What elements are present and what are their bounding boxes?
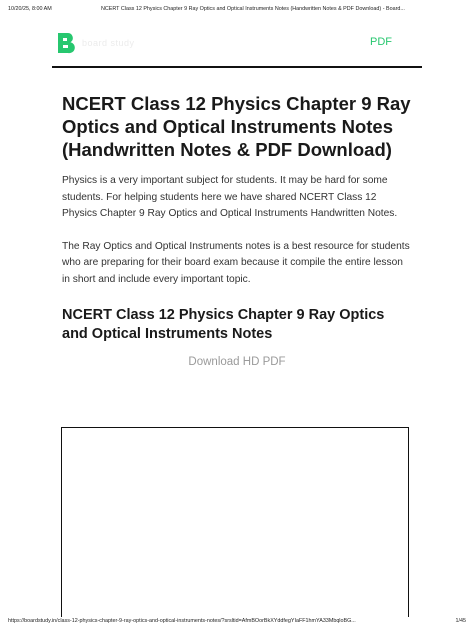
download-hd-pdf-link[interactable]: Download HD PDF	[188, 356, 286, 368]
intro-paragraph: Physics is a very important subject for students. It may be hard for some students. For helping students here we have shared NCERT Class 12 Physics Chapter 9 Ray Optics and Optical Instruments Handwritten Notes.	[62, 175, 398, 219]
notes-subheading: NCERT Class 12 Physics Chapter 9 Ray Optics and Optical Instruments Notes	[62, 307, 385, 342]
print-header	[8, 4, 466, 16]
pdf-nav-link[interactable]: PDF	[370, 36, 392, 48]
print-page-number: 1/45	[455, 618, 466, 624]
article-title: NCERT Class 12 Physics Chapter 9 Ray Optics and Optical Instruments Notes (Handwritten Notes & PDF Download)	[62, 93, 411, 160]
print-document-title: NCERT Class 12 Physics Chapter 9 Ray Optics and Optical Instruments Notes (Handwritten Notes & PDF Download) - Board...	[101, 6, 405, 12]
print-footer	[8, 618, 466, 628]
embedded-pdf-viewer[interactable]	[61, 427, 409, 617]
print-date: 10/20/25, 8:00 AM	[8, 6, 52, 12]
article-content	[62, 92, 412, 368]
print-url: https://boardstudy.in/class-12-physics-chapter-9-ray-optics-and-optical-instruments-notes/?srsltid=AfmBOorBkXYddfegYIaFF1hmYA33MbqloBG...	[8, 618, 356, 624]
logo-wordmark: board study	[82, 38, 135, 48]
site-header	[52, 22, 422, 68]
description-paragraph: The Ray Optics and Optical Instruments notes is a best resource for students who are preparing for their board exam because it compile the entire lesson in short and include every important topic.	[62, 240, 410, 285]
board-study-logo-icon[interactable]	[56, 32, 76, 54]
